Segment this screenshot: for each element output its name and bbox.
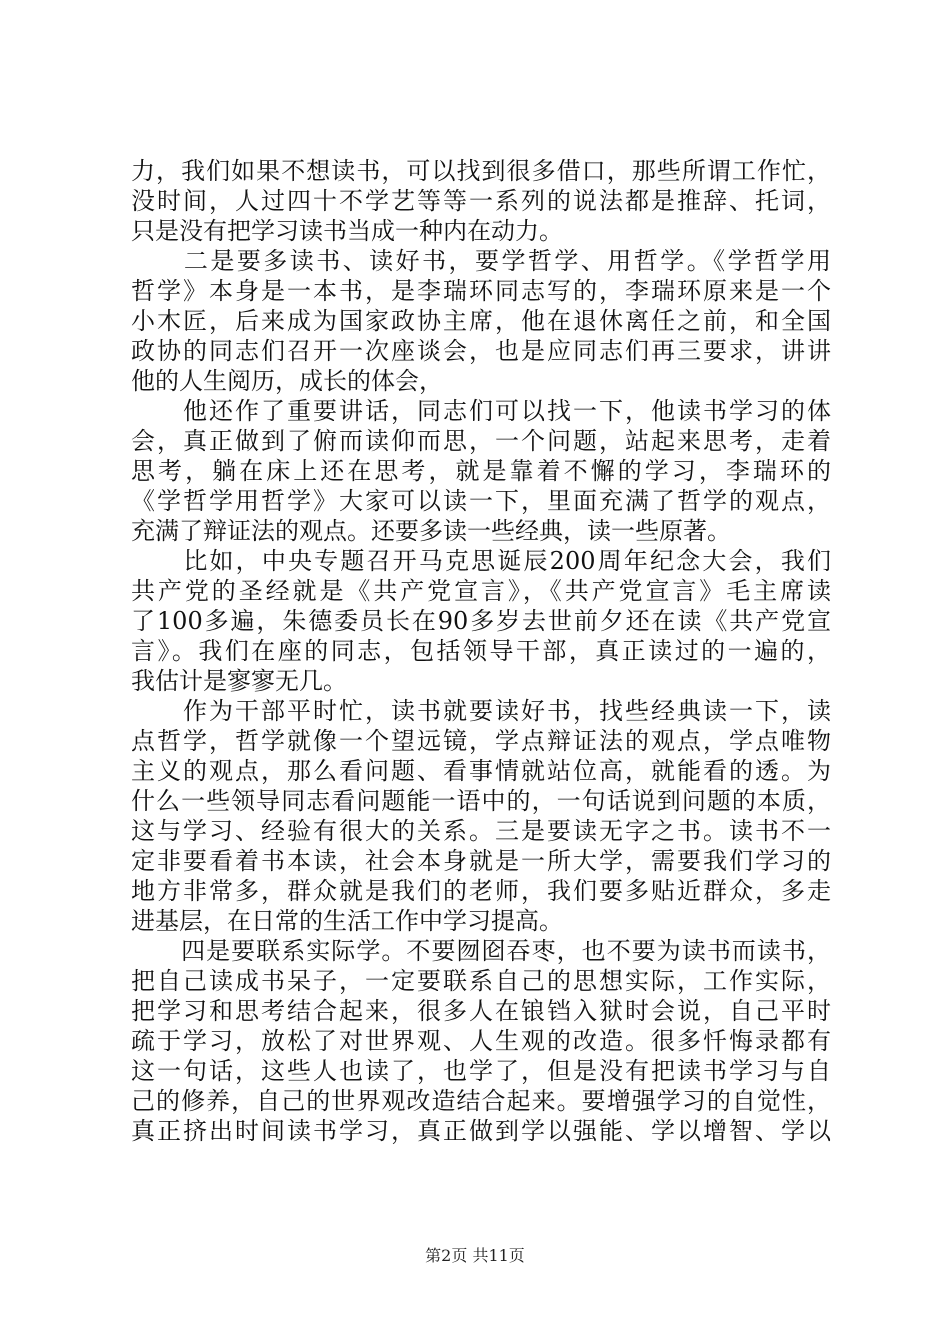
text-line: 言》。我们在座的同志，包括领导干部，真正读过的一遍的，	[131, 637, 831, 665]
text-line: 己的修养，自己的世界观改造结合起来。要增强学习的自觉性，	[131, 1087, 831, 1115]
text-line: 疏于学习，放松了对世界观、人生观的改造。很多忏悔录都有	[131, 1027, 831, 1055]
text-line: 只是没有把学习读书当成一种内在动力。	[131, 217, 563, 245]
text-line: 比如，中央专题召开马克思诞辰200周年纪念大会，我们	[131, 547, 831, 575]
text-line: 把学习和思考结合起来，很多人在锒铛入狱时会说，自己平时	[131, 997, 831, 1025]
text-line: 把自己读成书呆子，一定要联系自己的思想实际，工作实际，	[131, 967, 831, 995]
text-line: 我估计是寥寥无几。	[131, 667, 347, 695]
text-line: 哲学》本身是一本书，是李瑞环同志写的，李瑞环原来是一个	[131, 277, 831, 305]
text-line: 什么一些领导同志看问题能一语中的，一句话说到问题的本质，	[131, 787, 831, 815]
text-line: 会，真正做到了俯而读仰而思，一个问题，站起来思考，走着	[131, 427, 831, 455]
text-line: 进基层，在日常的生活工作中学习提高。	[131, 907, 563, 935]
text-line: 这一句话，这些人也读了，也学了，但是没有把读书学习与自	[131, 1057, 831, 1085]
text-line: 充满了辩证法的观点。还要多读一些经典，读一些原著。	[131, 517, 731, 545]
text-line: 思考，躺在床上还在思考，就是靠着不懈的学习，李瑞环的	[131, 457, 831, 485]
text-line: 力，我们如果不想读书，可以找到很多借口，那些所谓工作忙，	[131, 157, 831, 185]
text-line: 点哲学，哲学就像一个望远镜，学点辩证法的观点，学点唯物	[131, 727, 831, 755]
text-line: 他还作了重要讲话，同志们可以找一下，他读书学习的体	[131, 397, 831, 425]
text-line: 主义的观点，那么看问题、看事情就站位高，就能看的透。为	[131, 757, 831, 785]
text-line: 政协的同志们召开一次座谈会，也是应同志们再三要求，讲讲	[131, 337, 831, 365]
text-line: 小木匠，后来成为国家政协主席，他在退休离任之前，和全国	[131, 307, 831, 335]
body-text	[131, 156, 831, 1146]
page-footer	[0, 1246, 950, 1266]
text-line: 四是要联系实际学。不要囫囵吞枣，也不要为读书而读书，	[131, 937, 831, 965]
text-line: 共产党的圣经就是《共产党宣言》，《共产党宣言》毛主席读	[131, 577, 831, 605]
text-line: 真正挤出时间读书学习，真正做到学以强能、学以增智、学以	[131, 1117, 831, 1145]
text-line: 没时间，人过四十不学艺等等一系列的说法都是推辞、托词，	[131, 187, 831, 215]
text-line: 了100多遍，朱德委员长在90多岁去世前夕还在读《共产党宣	[131, 607, 831, 635]
text-line: 二是要多读书、读好书，要学哲学、用哲学。《学哲学用	[131, 247, 831, 275]
text-line: 定非要看着书本读，社会本身就是一所大学，需要我们学习的	[131, 847, 831, 875]
text-line: 这与学习、经验有很大的关系。三是要读无字之书。读书不一	[131, 817, 831, 845]
page-number-label: 第2页 共11页	[425, 1246, 525, 1265]
text-line: 作为干部平时忙，读书就要读好书，找些经典读一下，读	[131, 697, 831, 725]
text-line: 《学哲学用哲学》大家可以读一下，里面充满了哲学的观点，	[131, 487, 831, 515]
text-line: 地方非常多，群众就是我们的老师，我们要多贴近群众，多走	[131, 877, 831, 905]
text-line: 他的人生阅历，成长的体会，	[131, 367, 443, 395]
